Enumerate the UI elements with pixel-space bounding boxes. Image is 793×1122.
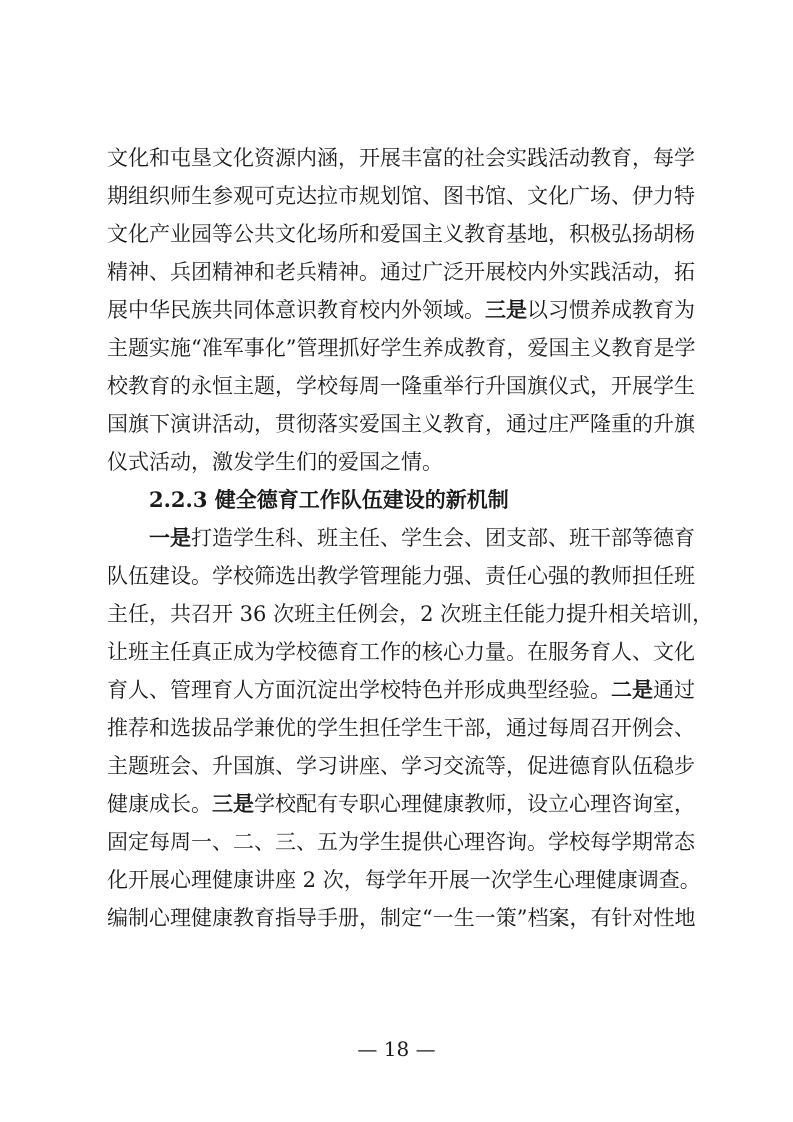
paragraph-line xyxy=(107,785,695,823)
page-number: — 18 — xyxy=(357,1037,436,1061)
paragraph-line: 文化和屯垦文化资源内涵，开展丰富的社会实践活动教育，每学 xyxy=(107,146,695,170)
text-run: 学校配有专职心理健康教师，设立心理咨询室， xyxy=(254,792,695,816)
paragraph-line: 期组织师生参观可克达拉市规划馆、图书馆、文化广场、伊力特 xyxy=(107,184,695,208)
text-run: 以习惯养成教育为 xyxy=(527,298,695,322)
paragraph-line: 仪式活动，激发学生们的爱国之情。 xyxy=(107,450,443,474)
paragraph-line: 精神、兵团精神和老兵精神。通过广泛开展校内外实践活动，拓 xyxy=(107,260,695,284)
section-heading: 2.2.3 健全德育工作队伍建设的新机制 xyxy=(149,487,509,512)
paragraph-line: 校教育的永恒主题，学校每周一隆重举行升国旗仪式，开展学生 xyxy=(107,374,695,398)
paragraph-line: 主题班会、升国旗、学习讲座、学习交流等，促进德育队伍稳步 xyxy=(107,754,695,778)
paragraph-line: 文化产业园等公共文化场所和爱国主义教育基地，积极弘扬胡杨 xyxy=(107,222,695,246)
text-run: 展中华民族共同体意识教育校内外领域。 xyxy=(107,298,485,322)
paragraph-line: 队伍建设。学校筛选出教学管理能力强、责任心强的教师担任班 xyxy=(107,564,695,588)
paragraph-line: 固定每周一、二、三、五为学生提供心理咨询。学校每学期常态 xyxy=(107,830,695,854)
paragraph-line: 主任，共召开 36 次班主任例会，2 次班主任能力提升相关培训， xyxy=(107,602,714,626)
bold-marker: 一是 xyxy=(149,525,191,550)
paragraph-line: 国旗下演讲活动，贯彻落实爱国主义教育，通过庄严隆重的升旗 xyxy=(107,412,695,436)
paragraph-line xyxy=(149,519,695,557)
text-run: 通过 xyxy=(653,678,695,702)
paragraph-line: 化开展心理健康讲座 2 次，每学年开展一次学生心理健康调查。 xyxy=(107,868,701,892)
paragraph-line: 编制心理健康教育指导手册，制定“一生一策”档案，有针对性地 xyxy=(107,906,696,930)
paragraph-line: 让班主任真正成为学校德育工作的核心力量。在服务育人、文化 xyxy=(107,640,695,664)
bold-marker: 三是 xyxy=(212,791,254,816)
paragraph-line: 推荐和选拔品学兼优的学生担任学生干部，通过每周召开例会、 xyxy=(107,716,695,740)
paragraph-line xyxy=(107,671,695,709)
text-run: 健康成长。 xyxy=(107,792,212,816)
bold-marker: 二是 xyxy=(611,677,653,702)
paragraph-line xyxy=(107,291,695,329)
paragraph-line: 主题实施“准军事化”管理抓好学生养成教育，爱国主义教育是学 xyxy=(107,336,696,360)
bold-marker: 三是 xyxy=(485,297,527,322)
text-run: 育人、管理育人方面沉淀出学校特色并形成典型经验。 xyxy=(107,678,611,702)
text-run: 打造学生科、班主任、学生会、团支部、班干部等德育 xyxy=(191,526,695,550)
